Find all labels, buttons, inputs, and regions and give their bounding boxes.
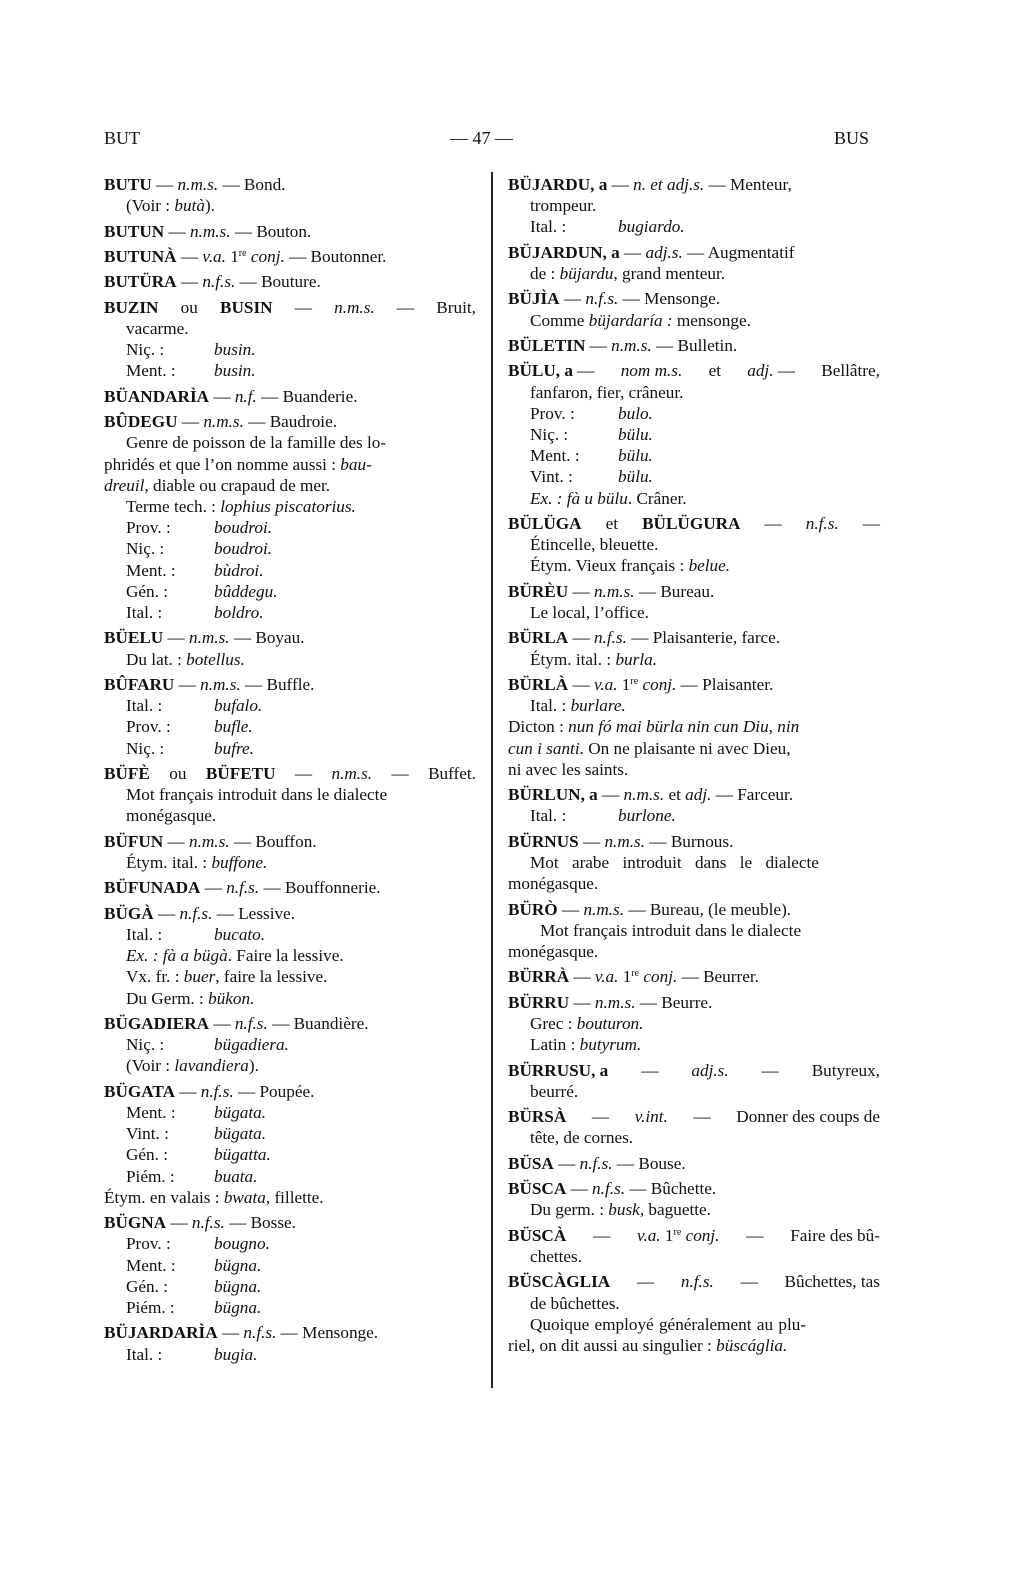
entry-bureu: BÜRÈU — n.m.s. — Bureau. Le local, l’office.: [508, 581, 715, 622]
entry-buelu: BÜELU — n.m.s. — Boyau. Du lat. : botellus.: [104, 628, 305, 669]
entry-butura: BUTÜRA — n.f.s. — Bouture.: [104, 272, 321, 292]
entry-bufunada: BÜFUNADA — n.f.s. — Bouffonnerie.: [104, 878, 381, 898]
entry-burrusu: BÜRRUSU, a — adj.s. — Butyreux, beurré.: [508, 1060, 880, 1101]
entry-busa: BÜSA — n.f.s. — Bouse.: [508, 1153, 686, 1173]
right-column: [508, 174, 880, 1360]
entry-bujardun: BÜJARDUN, a — adj.s. — Augmentatif de : büjardu, grand menteur.: [508, 242, 795, 283]
running-head-right: BUS: [834, 128, 870, 148]
entry-buscaglia: BÜSCÀGLIA — n.f.s. — Bûchettes, tas de bûchettes. Quoique employé généralement au plu- riel, on dit aussi au singulier : büscáglia.: [508, 1272, 880, 1355]
entry-butun: BUTUN — n.m.s. — Bouton.: [104, 221, 312, 241]
headword: BUTUN: [104, 221, 165, 241]
entry-bufaru: BÛFARU — n.m.s. — Buffle. Ital. : bufalo. Prov. : bufle. Niç. : bufre.: [104, 674, 315, 758]
entry-bugadiera: BÜGADIERA — n.f.s. — Buandière. Niç. : bügadiera. (Voir : lavandiera).: [104, 1013, 369, 1076]
page-number: — 47 —: [450, 128, 513, 148]
entry-budegu: BÛDEGU — n.m.s. — Baudroie. Genre de poisson de la famille des lo- phridés et que l’on nomme aussi : bau- dreuil, diable ou crapaud de mer. Terme tech. : lophius piscatorius. Prov. : boudroi. Niç. : boudroi. Ment. : bùdroi. Gén. : bûddegu. Ital. : boldro.: [104, 412, 387, 622]
entry-burla-verb: BÜRLÀ — v.a. 1re conj. — Plaisanter. Ital. : burlare. Dicton : nun fó mai bürla nin cun Diu, nin cun i santi. On ne plaisante ni avec Dieu, ni avec les saints.: [508, 674, 800, 779]
entry-buzin: BUZIN ou BUSIN — n.m.s. — Bruit, vacarme. Niç. : busin. Ment. : busin.: [104, 297, 476, 381]
entry-buluga: BÜLÜGA et BÜLÜGURA — n.f.s. — Étincelle, bleuette. Étym. Vieux français : belue.: [508, 513, 880, 576]
entry-busca-verb: BÜSCÀ — v.a. 1re conj. — Faire des bû- chettes.: [508, 1225, 880, 1266]
entry-butuna: BUTUNÀ — v.a. 1re conj. — Boutonner.: [104, 246, 387, 266]
entry-busca: BÜSCA — n.f.s. — Bûchette. Du germ. : busk, baguette.: [508, 1179, 717, 1220]
entry-burnus: BÜRNUS — n.m.s. — Burnous. Mot arabe introduit dans le dialecte monégasque.: [508, 831, 819, 894]
entry-burru: BÜRRU — n.m.s. — Beurre. Grec : bouturon. Latin : butyrum.: [508, 992, 713, 1055]
entry-bugata: BÜGATA — n.f.s. — Poupée. Ment. : bügata. Vint. : bügata. Gén. : bügatta. Piém. : buata. Étym. en valais : bwata, fillette.: [104, 1081, 324, 1207]
entry-buro: BÜRÒ — n.m.s. — Bureau, (le meuble). Mot français introduit dans le dialecte monégasque.: [508, 899, 802, 961]
column-divider: [491, 172, 493, 1388]
entry-bufun: BÜFUN — n.m.s. — Bouffon. Étym. ital. : buffone.: [104, 831, 317, 872]
headword: BUTUNÀ: [104, 246, 177, 266]
entry-buga: BÜGÀ — n.f.s. — Lessive. Ital. : bucato. Ex. : fà a bügà. Faire la lessive. Vx. fr. : buer, faire la lessive. Du Germ. : bükon.: [104, 903, 344, 1008]
entry-bujia: BÜJÌA — n.f.s. — Mensonge. Comme büjardaría : mensonge.: [508, 289, 751, 330]
entry-bugna: BÜGNA — n.f.s. — Bosse. Prov. : bougno. Ment. : bügna. Gén. : bügna. Piém. : bügna.: [104, 1213, 296, 1317]
entry-bujardaria: BÜJARDARÌA — n.f.s. — Mensonge. Ital. : bugia.: [104, 1323, 379, 1364]
entry-buandaria: BÜANDARÌA — n.f. — Buanderie.: [104, 386, 358, 406]
entry-burra: BÜRRÀ — v.a. 1re conj. — Beurrer.: [508, 967, 759, 987]
entry-butu: BUTU — n.m.s. — Bond. (Voir : butà).: [104, 175, 286, 216]
entry-bufe: BÜFÈ ou BÜFETU — n.m.s. — Buffet. Mot français introduit dans le dialecte monégasque.: [104, 763, 476, 826]
running-head-left: BUT: [104, 128, 140, 148]
entry-bursa: BÜRSÀ — v.int. — Donner des coups de tête, de cornes.: [508, 1107, 880, 1148]
entry-buletin: BÜLETIN — n.m.s. — Bulletin.: [508, 335, 738, 355]
entry-bulu: BÜLU, a — nom m.s. et adj. — Bellâtre, fanfaron, fier, crâneur. Prov. : bulo. Niç. : bülu. Ment. : bülu. Vint. : bülu. Ex. : fà u bülu. Crâner.: [508, 361, 880, 508]
left-column: [104, 174, 476, 1369]
headword: BUTU: [104, 175, 152, 194]
entry-burla: BÜRLA — n.f.s. — Plaisanterie, farce. Étym. ital. : burla.: [508, 628, 781, 669]
headword: BUTÜRA: [104, 272, 177, 292]
entry-burlun: BÜRLUN, a — n.m.s. et adj. — Farceur. Ital. : burlone.: [508, 785, 794, 826]
entry-bujardu: BÜJARDU, a — n. et adj.s. — Menteur, trompeur. Ital. : bugiardo.: [508, 175, 792, 237]
